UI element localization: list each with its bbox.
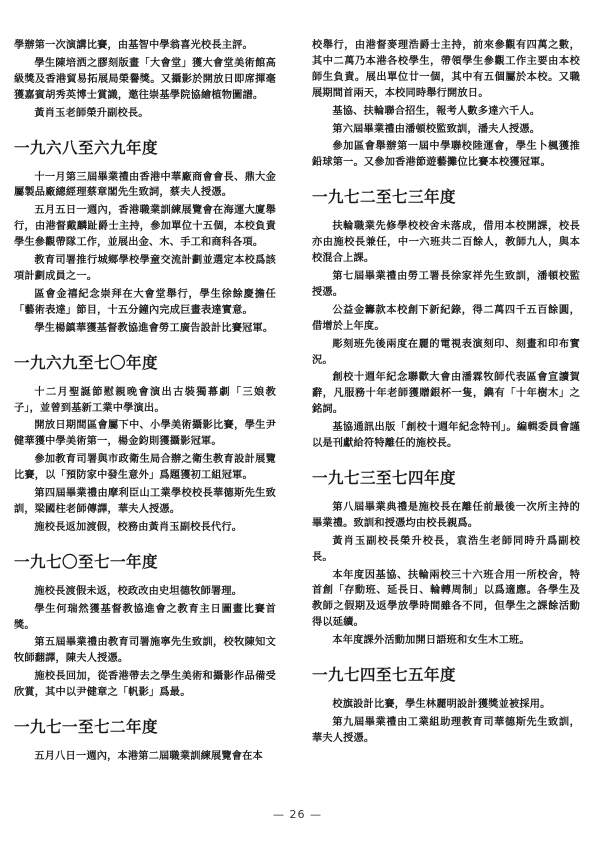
paragraph: 基協通訊出版「創校十週年紀念特刊」。編輯委員會謹以是刊獻給符特離任的施校長。 xyxy=(312,421,580,450)
paragraph: 彫刻班先後兩度在麗的電視表演刻印、刻畫和印布實況。 xyxy=(312,337,580,366)
paragraph: 教育司署推行城鄉學校學童交流計劃並選定本校爲該項計劃成員之一。 xyxy=(14,254,276,282)
paragraph: 十一月第三屆畢業禮由香港中華廠商會會長、鼎大金屬製品廠總經理蔡章閣先生致詞，蔡夫人授憑。 xyxy=(14,170,276,199)
section-heading: 一九七四至七五年度 xyxy=(312,665,457,685)
paragraph: 公益金籌款本校創下新紀錄，得二萬四千五百餘圓，借增於上年度。 xyxy=(312,303,580,332)
paragraph: 第六屆畢業禮由潘頓校監致訓，潘夫人授憑。 xyxy=(332,122,541,135)
paragraph: 參加教育司署與市政衛生局合辦之衛生教育設計展覽比賽，以「預防家中發生意外」爲題獲初工組冠軍。 xyxy=(14,453,276,482)
section-heading: 一九七二至七三年度 xyxy=(312,187,457,207)
section-heading: 一九六九至七〇年度 xyxy=(14,352,159,372)
paragraph: 五月五日一週內，香港職業訓練展覽會在海運大廈舉行，由港督戴麟趾爵士主持，參加單位十五個，本校負責學生參觀帶隊工作，並展出金、木、手工和商科各項。 xyxy=(14,204,276,249)
paragraph: 學辦第一次演講比賽，由基智中學翁喜光校長主評。 xyxy=(14,39,253,51)
page-number: — 26 — xyxy=(273,808,322,821)
right-column xyxy=(312,38,580,749)
left-column xyxy=(14,38,276,767)
paragraph: 第七屆畢業禮由勞工署長徐家祥先生致訓，潘頓校監授憑。 xyxy=(312,269,580,298)
paragraph: 五月八日一週內，本港第二屆職業訓練展覽會在本 xyxy=(34,750,263,763)
paragraph: 本年度因基協、扶輪兩校三十六班合用一所校舍，特首創「存動班、延長日、輪轉周制」以爲適應。各學生及教師之假期及返學放學時間雖各不同，但學生之課餘活動得以延續。 xyxy=(312,568,580,629)
paragraph: 施校長回加，從香港帶去之學生美術和攝影作品備受欣賞，其中以尹健章之「帆影」爲最。 xyxy=(14,670,276,699)
paragraph: 黃肖玉副校長榮升校長，袁浩生老師同時升爲副校長。 xyxy=(312,534,580,563)
paragraph: 第五屆畢業禮由教育司署施寧先生致訓，校牧陳知文牧師翻譯，陳夫人授憑。 xyxy=(14,636,276,665)
paragraph: 十二月聖誕節慰親晚會演出古裝獨幕劇「三娘教子」，並曾到基新工業中學演出。 xyxy=(14,385,276,414)
paragraph: 創校十週年紀念聯歡大會由潘霖牧師代表區會宣讀賀辭，凡服務十年老師獲贈銀杯一隻，鐫有「十年樹木」之銘詞。 xyxy=(312,371,580,416)
paragraph: 本年度課外活動加開日語班和女生木工班。 xyxy=(332,634,530,647)
paragraph: 學生何瑞然獲基督教協進會之教育主日圖畫比賽首獎。 xyxy=(14,602,276,631)
section-heading: 一九六八至六九年度 xyxy=(14,137,159,157)
paragraph: 校舉行，由港督麥理浩爵士主持，前來參觀有四萬之數，其中二萬乃本港各校學生，帶領學生參觀工作主要由本校師生負責。展出單位廿一個，其中有五個屬於本校。又職展期間首兩天，本校同時舉行開放日。 xyxy=(312,39,580,99)
paragraph: 施校長返加渡假，校務由黃肖玉副校長代行。 xyxy=(34,520,243,533)
paragraph: 參加區會舉辦第一屆中學聯校陸運會，學生卜楓獲推鉛球第一。又參加香港節遊藝攤位比賽本校獲冠軍。 xyxy=(312,140,580,169)
paragraph: 開放日期間區會屬下中、小學美術攝影比賽，學生尹健華獲中學美術第一，楊金鈞則獲攝影冠軍。 xyxy=(14,419,276,448)
paragraph: 學生陳培洒之膠刻版畫「大會堂」獲大會堂美術館高級獎及香港貿易拓展局榮譽獎。又攝影於開放日即席揮毫獲嘉賓胡秀英博士賞識，邀往崇基學院協繪植物圖譜。 xyxy=(14,56,276,101)
paragraph: 第八屆畢業典禮是施校長在離任前最後一次所主持的畢業禮。致訓和授憑均由校長親爲。 xyxy=(312,500,580,529)
paragraph: 校旗設計比賽，學生林麗明設計獲獎並被採用。 xyxy=(332,698,551,711)
section-heading: 一九七一至七二年度 xyxy=(14,717,159,737)
paragraph: 區會金禧紀念崇拜在大會堂舉行，學生徐餘慶擔任「藝術表達」節目，十五分鐘內完成巨畫表達實意。 xyxy=(14,287,276,316)
paragraph: 學生楊鎮華獲基督教協進會勞工廣告設計比賽冠軍。 xyxy=(34,321,274,334)
section-heading: 一九七三至七四年度 xyxy=(312,467,457,487)
paragraph: 扶輪職業先修學校校舍未落成，借用本校開課，校長亦由施校長兼任，中一六班共二百餘人，教師九人，與本校混合上課。 xyxy=(312,220,580,265)
paragraph: 黃肖玉老師榮升副校長。 xyxy=(34,106,149,119)
paragraph: 第九屆畢業禮由工業組助理教育司華德斯先生致訓，華夫人授憑。 xyxy=(312,716,580,744)
section-heading: 一九七〇至七一年度 xyxy=(14,551,159,571)
paragraph: 第四屆畢業禮由摩利臣山工業學校校長華德斯先生致訓，梁國柱老師傳譯，華夫人授憑。 xyxy=(14,487,276,515)
paragraph: 施校長渡假未返，校政改由史坦德牧師署理。 xyxy=(34,584,243,597)
paragraph: 基協、扶輪聯合招生，報考人數多達六千人。 xyxy=(332,104,541,117)
